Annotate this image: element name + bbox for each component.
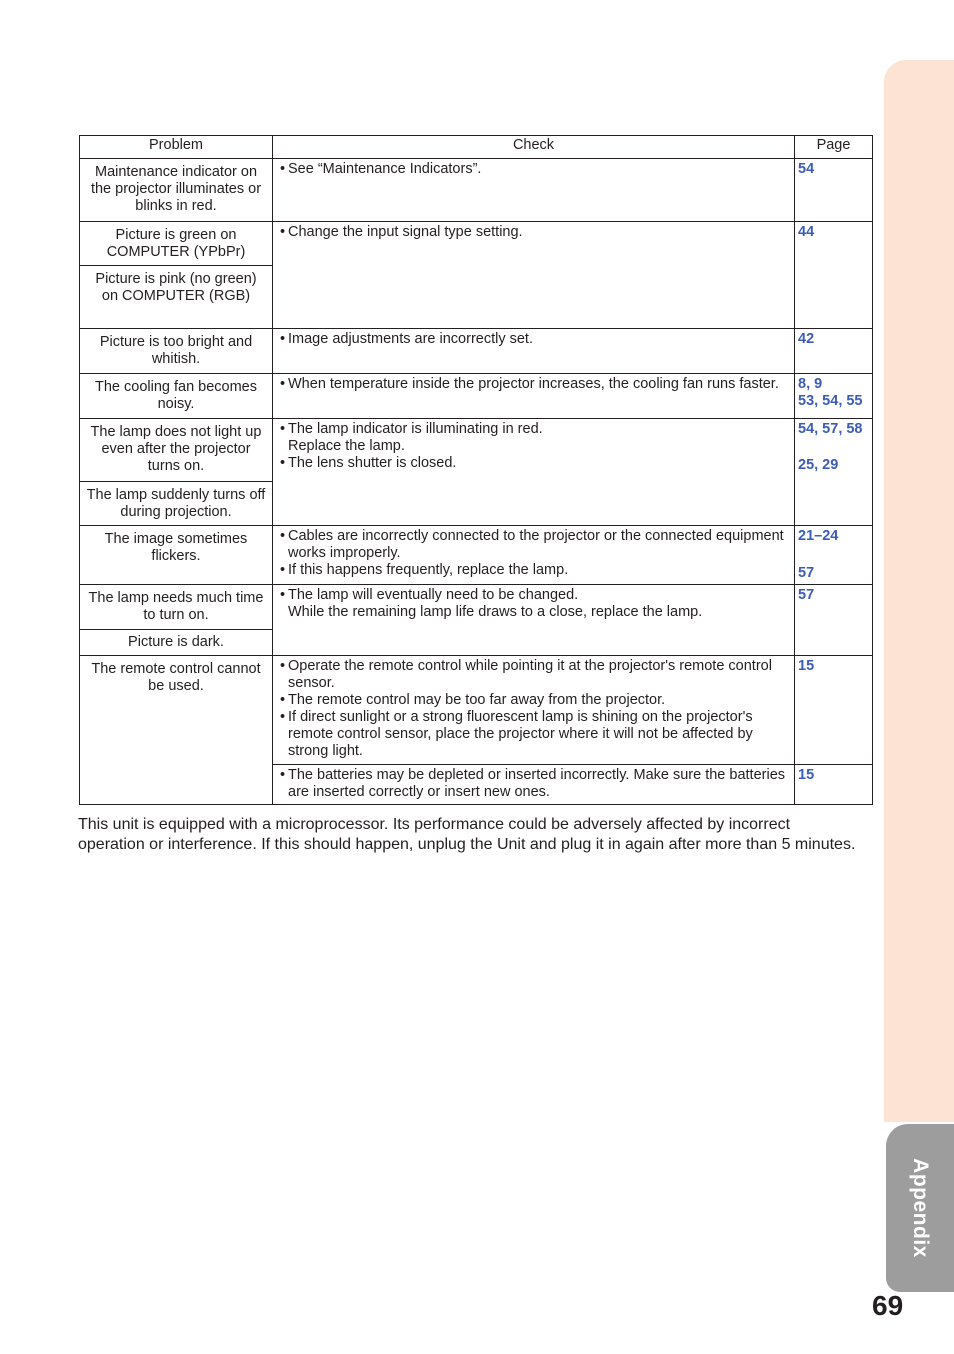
check-item: • The lamp indicator is illuminating in red. Replace the lamp. — [281, 421, 788, 455]
page-link[interactable]: 15 — [798, 658, 815, 674]
problem-cell: Picture is pink (no green) on COMPUTER (RGB) — [80, 266, 273, 329]
check-item: • Image adjustments are incorrectly set. — [281, 331, 788, 348]
page-link[interactable]: 25, 29 — [798, 457, 839, 473]
table-row — [80, 374, 873, 419]
check-item: • The lamp will eventually need to be changed. While the remaining lamp life draws to a close, replace the lamp. — [281, 587, 788, 621]
page-number: 69 — [872, 1290, 904, 1321]
page-cell — [795, 374, 873, 419]
table-header-row — [80, 136, 873, 159]
page-cell — [795, 222, 873, 329]
table-row — [80, 419, 873, 482]
table-row — [80, 222, 873, 266]
problem-cell: The lamp needs much time to turn on. — [80, 585, 273, 630]
check-item: • The lens shutter is closed. — [281, 455, 788, 472]
check-cell — [273, 526, 795, 585]
check-item: • Change the input signal type setting. — [281, 224, 788, 241]
table-row — [80, 526, 873, 585]
check-item: • When temperature inside the projector increases, the cooling fan runs faster. — [281, 376, 788, 393]
check-cell — [273, 329, 795, 374]
problem-cell: The lamp suddenly turns off during projection. — [80, 482, 273, 526]
check-item: • If direct sunlight or a strong fluorescent lamp is shining on the projector's remote control sensor, place the projector where it will not be affected by strong light. — [281, 709, 788, 760]
check-cell — [273, 222, 795, 329]
check-item: • Cables are incorrectly connected to the projector or the connected equipment works improperly. — [281, 528, 788, 562]
check-cell — [273, 656, 795, 765]
table-row — [80, 159, 873, 222]
table-row — [80, 585, 873, 630]
page-cell — [795, 329, 873, 374]
check-item: • The remote control may be too far away from the projector. — [281, 692, 788, 709]
column-header-problem: Problem — [80, 136, 273, 159]
check-item: • The batteries may be depleted or inserted incorrectly. Make sure the batteries are inserted correctly or insert new ones. — [281, 767, 788, 801]
page-cell — [795, 159, 873, 222]
check-cell — [273, 159, 795, 222]
problem-cell: The lamp does not light up even after the projector turns on. — [80, 419, 273, 482]
page-cell — [795, 526, 873, 585]
problem-cell: The cooling fan becomes noisy. — [80, 374, 273, 419]
problem-cell: Picture is too bright and whitish. — [80, 329, 273, 374]
page-cell — [795, 656, 873, 765]
problem-cell: Picture is dark. — [80, 630, 273, 656]
page-link[interactable]: 44 — [798, 224, 815, 240]
column-header-check: Check — [273, 136, 795, 159]
troubleshooting-table — [79, 135, 873, 805]
table-row — [80, 329, 873, 374]
column-header-page: Page — [795, 136, 873, 159]
page-link[interactable]: 54, 57, 58 — [798, 421, 863, 437]
check-item: • Operate the remote control while pointing it at the projector's remote control sensor. — [281, 658, 788, 692]
check-cell — [273, 419, 795, 526]
check-item: • If this happens frequently, replace the lamp. — [281, 562, 788, 579]
page-link[interactable]: 54 — [798, 161, 815, 177]
check-cell — [273, 765, 795, 805]
problem-cell: Picture is green on COMPUTER (YPbPr) — [80, 222, 273, 266]
side-tab-background — [884, 60, 954, 1122]
problem-cell: The remote control cannot be used. — [80, 656, 273, 805]
page-cell — [795, 419, 873, 526]
page-link[interactable]: 21–24 — [798, 528, 839, 544]
page-link[interactable]: 53, 54, 55 — [798, 393, 863, 409]
problem-cell: The image sometimes flickers. — [80, 526, 273, 585]
page-link[interactable]: 42 — [798, 331, 815, 347]
check-cell — [273, 585, 795, 656]
page-link[interactable]: 8, 9 — [798, 376, 823, 392]
appendix-tab-label: Appendix — [909, 1158, 932, 1258]
page-link[interactable]: 57 — [798, 587, 815, 603]
check-cell — [273, 374, 795, 419]
microprocessor-note: This unit is equipped with a microprocessor. Its performance could be adversely affected by incorrect operation or interference. If this should happen, unplug the Unit and plug it in again after more than 5 minutes. — [78, 816, 856, 853]
table-row — [80, 656, 873, 765]
page-link[interactable]: 15 — [798, 767, 815, 783]
page-link[interactable]: 57 — [798, 565, 815, 581]
page-cell — [795, 585, 873, 656]
page-cell — [795, 765, 873, 805]
check-item: • See “Maintenance Indicators”. — [281, 161, 788, 178]
problem-cell: Maintenance indicator on the projector illuminates or blinks in red. — [80, 159, 273, 222]
